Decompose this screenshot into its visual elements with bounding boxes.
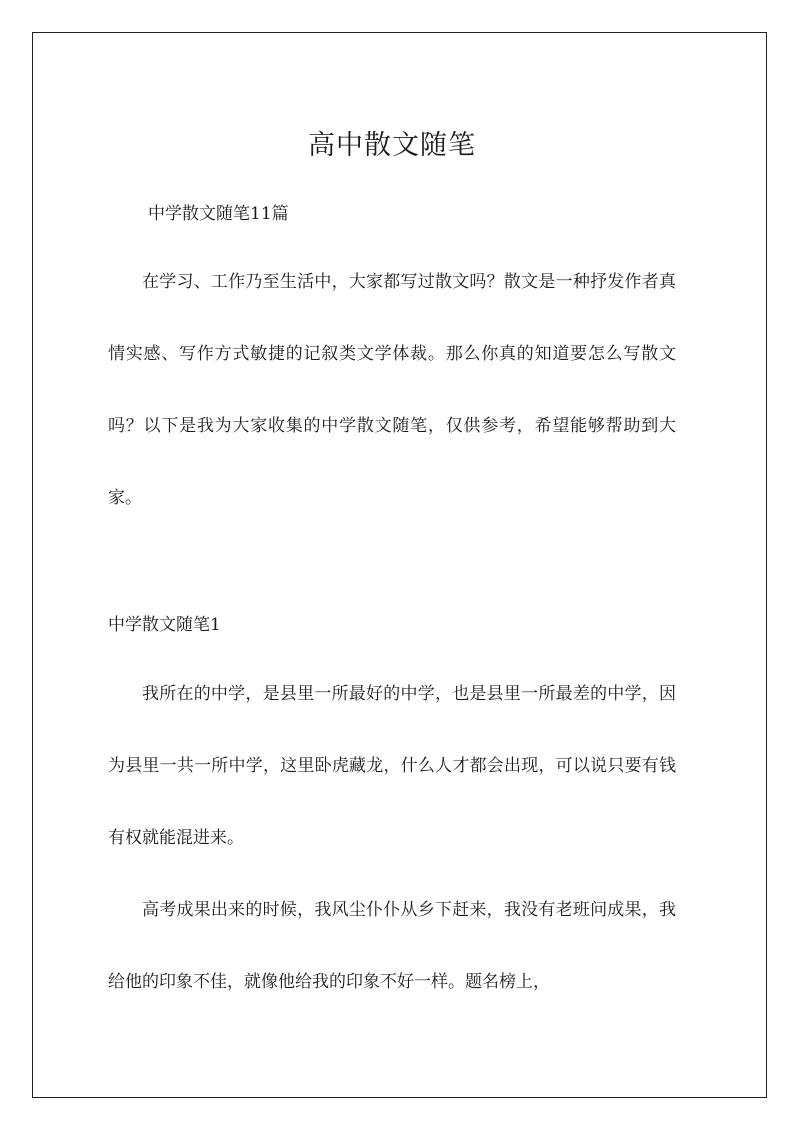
section-heading: 中学散文随笔1	[108, 615, 221, 635]
body-paragraph-1: 我所在的中学，是县里一所最好的中学，也是县里一所最差的中学，因为县里一共一所中学，这里卧虎藏龙，什么人才都会出现，可以说只要有钱有权就能混进来。	[108, 684, 676, 848]
body-paragraph-2: 高考成果出来的时候，我风尘仆仆从乡下赶来，我没有老班问成果，我给他的印象不佳，就像他给我的印象不好一样。题名榜上，	[108, 900, 676, 992]
intro-paragraph: 在学习、工作乃至生活中，大家都写过散文吗？散文是一种抒发作者真情实感、写作方式敏捷的记叙类文学体裁。那么你真的知道要怎么写散文吗？以下是我为大家收集的中学散文随笔，仅供参考，希望能够帮助到大家。	[108, 272, 676, 508]
document-subtitle: 中学散文随笔11篇	[148, 204, 289, 224]
document-title: 高中散文随笔	[308, 130, 476, 161]
